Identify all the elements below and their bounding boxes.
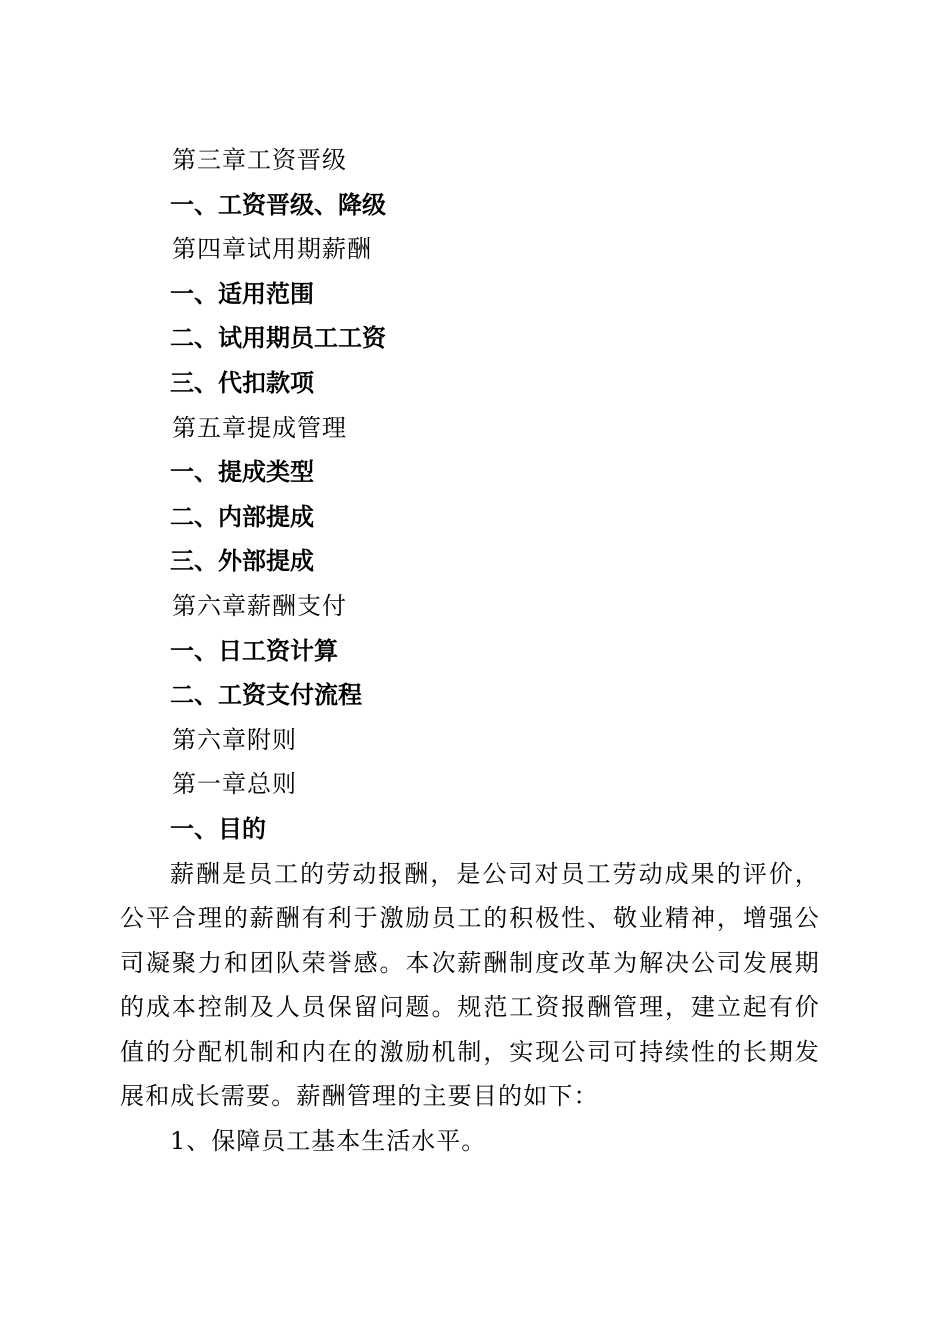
toc-section-internal-commission: 二、内部提成 (170, 502, 314, 531)
toc-section-salary-promotion: 一、工资晋级、降级 (170, 190, 386, 219)
list-item: 1、保障员工基本生活水平。 (170, 1127, 487, 1156)
toc-section-scope: 一、适用范围 (170, 279, 314, 308)
toc-section-commission-types: 一、提成类型 (170, 458, 314, 487)
toc-section-probation-salary: 二、试用期员工工资 (170, 324, 386, 353)
toc-chapter-3: 第三章工资晋级 (172, 146, 347, 174)
toc-chapter-5: 第五章提成管理 (172, 413, 347, 442)
section-title: 一、目的 (170, 814, 266, 843)
document-content (120, 138, 820, 1164)
toc-chapter-4: 第四章试用期薪酬 (172, 235, 372, 264)
toc-section-daily-wage: 一、日工资计算 (170, 636, 338, 665)
toc-chapter-6-appendix: 第六章附则 (172, 725, 297, 754)
toc-section-deductions: 三、代扣款项 (170, 368, 314, 397)
toc-chapter-6-payment: 第六章薪酬支付 (172, 591, 347, 620)
toc-section-payment-process: 二、工资支付流程 (170, 681, 362, 710)
body-paragraph: 薪酬是员工的劳动报酬，是公司对员工劳动成果的评价，公平合理的薪酬有利于激励员工的积极性、敬业精神，增强公司凝聚力和团队荣誉感。本次薪酬制度改革为解决公司发展期的成本控制及人员保留问题。规范工资报酬管理，建立起有价值的分配机制和内在的激励机制，实现公司可持续性的长期发展和成长需要。薪酬管理的主要目的如下： (120, 859, 820, 1111)
chapter-title: 第一章总则 (172, 770, 297, 799)
toc-section-external-commission: 三、外部提成 (170, 547, 314, 576)
